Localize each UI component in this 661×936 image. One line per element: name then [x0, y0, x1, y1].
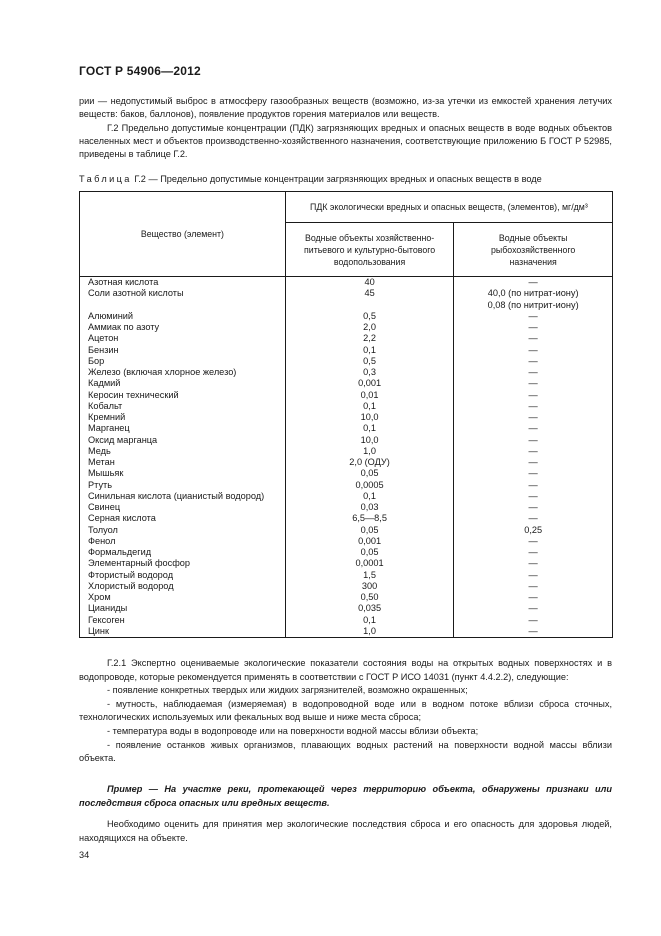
fishery-value: —	[528, 400, 538, 411]
drinking-value: 0,03	[360, 502, 379, 512]
drinking-value: 0,001	[358, 378, 382, 389]
substance-name: Оксид марганца	[88, 434, 158, 445]
indicator-list-item: - мутность, наблюдаемая (измеряемая) в водопроводной воде или в водном потоке вблизи сброса сточных, технологических используемых или фекальных вод выше и ниже места сброса;	[79, 698, 612, 723]
fishery-value: —	[528, 625, 538, 636]
drinking-value: 0,0001	[355, 558, 384, 569]
drinking-value: 1,5	[363, 569, 376, 580]
drinking-value: 2,2	[363, 333, 376, 344]
drinking-value: 0,01	[360, 389, 379, 400]
fishery-value: —	[528, 547, 538, 557]
indicator-list-item: - появление конкретных твердых или жидких загрязнителей, возможно окрашенных;	[107, 685, 468, 696]
fishery-value: —	[528, 457, 538, 467]
substance-name: Кобальт	[88, 400, 123, 411]
substance-name: Хром	[88, 592, 111, 602]
drinking-value: 1,0	[363, 445, 376, 456]
drinking-value	[286, 300, 453, 311]
fishery-value: 0,25	[524, 524, 543, 535]
example-paragraph: Пример — На участке реки, протекающей через территорию объекта, обнаружены признаки или последствия сброса опасных или вредных веществ.	[79, 784, 612, 808]
drinking-value: 0,1	[363, 614, 376, 625]
drinking-value: 0,05	[360, 524, 379, 535]
substance-name: Железо (включая хлорное железо)	[88, 367, 237, 377]
fishery-value: —	[528, 322, 538, 332]
fishery-value: —	[528, 344, 538, 355]
substance-name: Аммиак по азоту	[88, 322, 160, 332]
header-substance: Вещество (элемент)	[80, 192, 286, 277]
substance-name: Азотная кислота	[88, 277, 159, 287]
fishery-value: —	[528, 580, 538, 591]
fishery-value: —	[528, 592, 538, 602]
substance-name: Бензин	[88, 344, 119, 355]
drinking-value: 300	[361, 580, 378, 591]
fishery-value: —	[528, 513, 538, 524]
substance-name: Синильная кислота (цианистый водород)	[88, 490, 265, 501]
drinking-value: 6,5—8,5	[352, 513, 387, 524]
document-header-title: ГОСТ Р 54906—2012	[79, 64, 201, 78]
drinking-value: 0,001	[358, 535, 382, 546]
fishery-value: —	[528, 558, 538, 569]
fishery-value: —	[528, 412, 538, 422]
fishery-value: —	[528, 445, 538, 456]
drinking-value: 0,05	[360, 547, 379, 557]
fishery-value: —	[528, 389, 538, 400]
page-number: 34	[79, 850, 90, 860]
substance-name: Серная кислота	[88, 513, 156, 524]
header-fishery-water-text: Водные объекты рыбохозяйственного назначения	[491, 232, 576, 267]
table-caption-text: Г.2 — Предельно допустимые концентрации загрязняющих вредных и опасных веществ в воде	[134, 174, 542, 184]
table-caption-label: Таблица	[79, 174, 132, 184]
fishery-value: —	[528, 310, 538, 321]
drinking-value: 45	[364, 288, 375, 299]
substance-name: Мышьяк	[88, 468, 124, 479]
indicator-list	[79, 684, 612, 766]
header-drinking-water	[285, 223, 453, 277]
drinking-value: 0,5	[363, 310, 376, 321]
drinking-value: 0,0005	[355, 479, 384, 490]
drinking-value: 0,1	[363, 344, 376, 355]
substance-name: Свинец	[88, 502, 121, 512]
substance-name: Фтористый водород	[88, 569, 174, 580]
fishery-value: 0,08 (по нитрит-иону)	[487, 299, 579, 310]
substance-name: Фенол	[88, 535, 116, 546]
substance-name: Цианиды	[88, 603, 128, 614]
drinking-value: 0,1	[363, 490, 376, 501]
pdk-table	[79, 191, 613, 638]
drinking-value-column	[285, 277, 453, 638]
substance-name: Формальдегид	[88, 547, 152, 557]
drinking-value: 2,0 (ОДУ)	[349, 457, 390, 467]
header-pdk: ПДК экологически вредных и опасных веществ, (элементов), мг/дм³	[285, 192, 612, 223]
substance-name: Толуол	[88, 524, 118, 535]
substance-name: Керосин технический	[88, 389, 179, 400]
drinking-value: 0,1	[363, 423, 376, 434]
section-g21	[79, 657, 612, 766]
substance-name	[80, 300, 285, 311]
drinking-value: 1,0	[363, 625, 376, 636]
fishery-value: —	[528, 468, 538, 479]
drinking-value: 0,1	[363, 400, 376, 411]
fishery-value: —	[528, 535, 538, 546]
drinking-value: 10,0	[360, 434, 379, 445]
substance-name: Соли азотной кислоты	[88, 288, 184, 299]
final-paragraph: Необходимо оценить для принятия мер экологические последствия сброса и его опасность для здоровья людей, находящихся на объекте.	[79, 819, 612, 843]
fishery-value: —	[528, 367, 538, 377]
substance-name: Марганец	[88, 423, 130, 434]
substance-column	[80, 277, 286, 638]
substance-name: Медь	[88, 445, 111, 456]
header-fishery-water	[454, 223, 613, 277]
substance-name: Кремний	[88, 412, 126, 422]
substance-name: Ацетон	[88, 333, 119, 344]
fishery-value: —	[528, 614, 538, 625]
substance-name: Цинк	[88, 625, 110, 636]
indicator-list-item: - температура воды в водопроводе или на поверхности водной массы вблизи объекта;	[107, 725, 479, 736]
substance-name: Бор	[88, 355, 105, 366]
drinking-value: 0,05	[360, 468, 379, 479]
fishery-value: —	[528, 434, 538, 445]
fishery-value: —	[528, 603, 538, 614]
fishery-value: —	[528, 569, 538, 580]
substance-name: Метан	[88, 457, 115, 467]
drinking-value: 0,035	[358, 603, 382, 614]
fishery-value: —	[528, 502, 538, 512]
section-intro-paragraph: Г.2.1 Экспертно оцениваемые экологические показатели состояния воды на открытых водных поверхностях и в водопроводе, которые рекомендуется применять в соответствии с ГОСТ Р ИСО 14031 (пункт 4.4.2.2), следующие:	[79, 658, 612, 682]
drinking-value: 0,3	[363, 367, 376, 377]
fishery-value: —	[528, 333, 538, 344]
fishery-value: —	[528, 479, 538, 490]
substance-name: Кадмий	[88, 378, 121, 389]
drinking-value: 2,0	[363, 322, 376, 332]
fishery-value: —	[528, 378, 538, 389]
drinking-value: 0,5	[363, 355, 376, 366]
intro-paragraph-continued: рии — недопустимый выброс в атмосферу газообразных веществ (возможно, из-за утечки из емкостей хранения летучих веществ: баков, баллонов), появление продуктов горения материалов или веществ.	[79, 96, 612, 120]
fishery-value: 40,0 (по нитрат-иону)	[487, 288, 579, 299]
substance-name: Ртуть	[88, 479, 113, 490]
substance-name: Хлористый водород	[88, 580, 174, 591]
table-caption	[79, 174, 619, 184]
fishery-value: —	[528, 355, 538, 366]
fishery-value: —	[528, 277, 538, 287]
fishery-value-column	[454, 277, 613, 638]
fishery-value: —	[528, 490, 538, 501]
substance-name: Алюминий	[88, 310, 134, 321]
drinking-value: 0,50	[360, 592, 379, 602]
header-drinking-water-text: Водные объекты хозяйственно-питьевого и культурно-бытового водопользования	[304, 232, 436, 267]
drinking-value: 40	[364, 277, 375, 287]
fishery-value: —	[528, 423, 538, 434]
drinking-value: 10,0	[360, 412, 379, 422]
indicator-list-item: - появление останков живых организмов, плавающих водных растений на поверхности водной массы вблизи объекта.	[79, 739, 612, 764]
substance-name: Гексоген	[88, 614, 125, 625]
intro-paragraph-g2: Г.2 Предельно допустимые концентрации (ПДК) загрязняющих вредных и опасных веществ в воде водных объектов населенных мест и объектов производственно-хозяйственного назначения, соответствующие приложению Б ГОСТ Р 52985, приведены в таблице Г.2.	[79, 123, 612, 160]
substance-name: Элементарный фосфор	[88, 558, 190, 569]
